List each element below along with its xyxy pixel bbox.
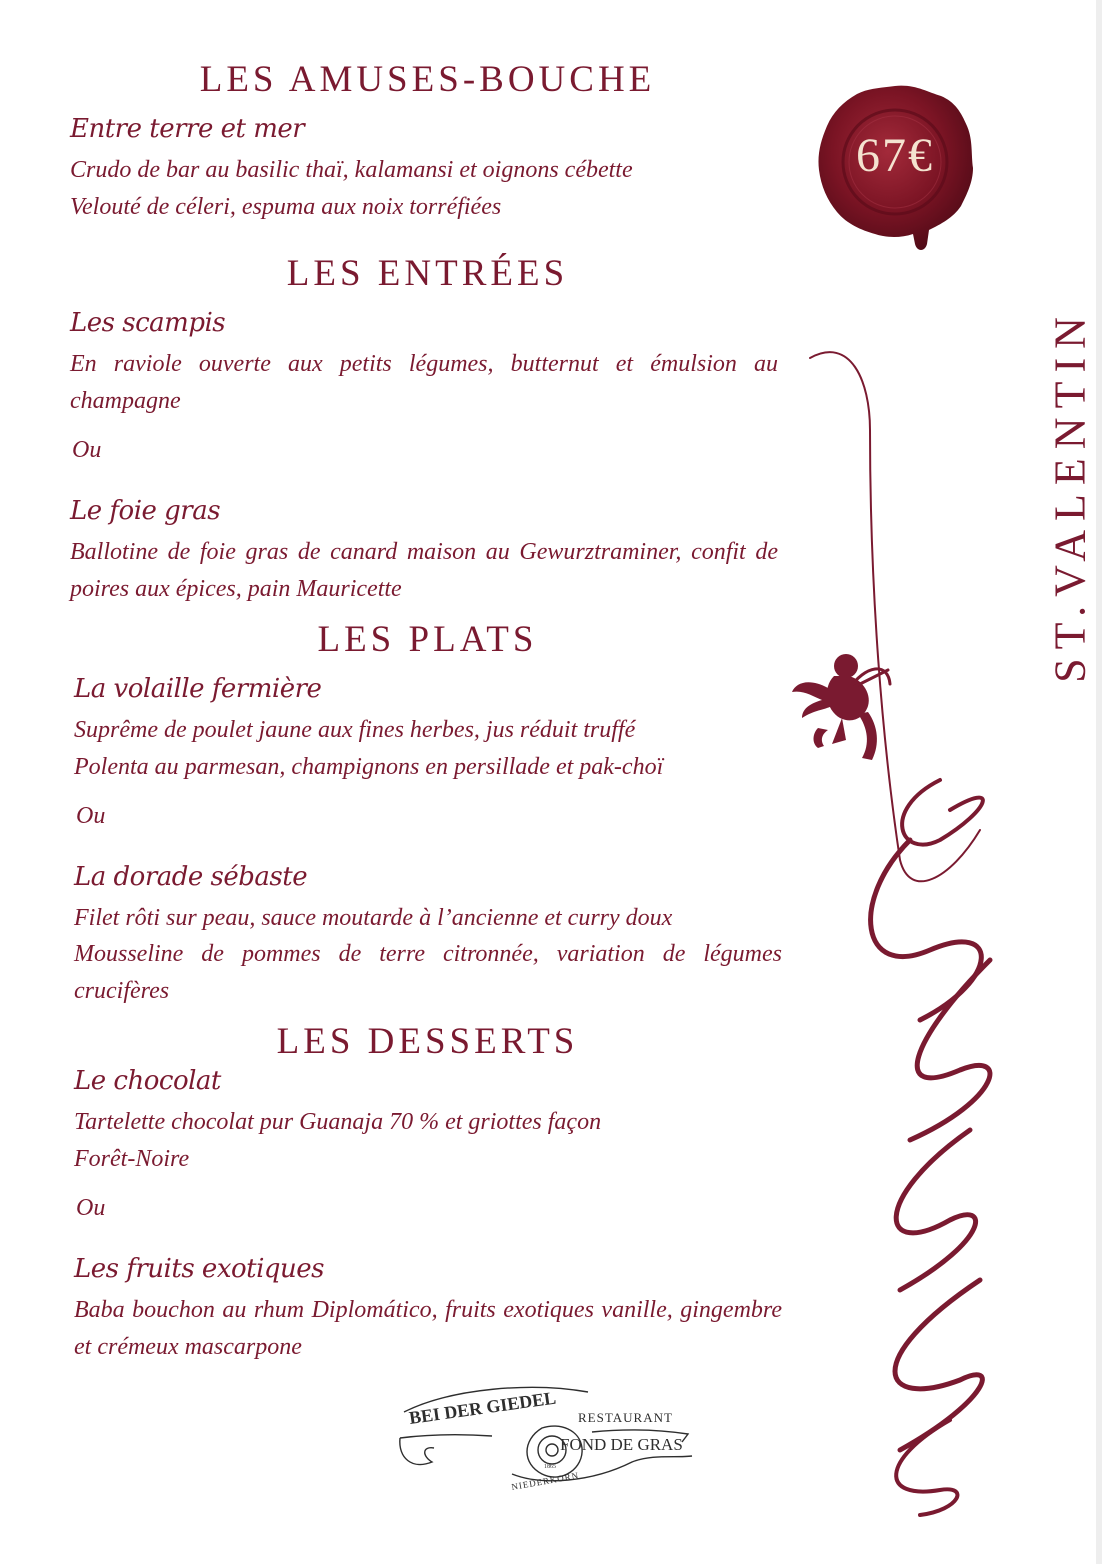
dish-desc-line: Tartelette chocolat pur Guanaja 70 % et griottes façon (74, 1109, 602, 1135)
dish-name-le-foie-gras: Le foie gras (70, 496, 221, 526)
side-title-st-valentin: ST.VALENTIN (1045, 308, 1095, 683)
dish-desc: Baba bouchon au rhum Diplomático, fruits exotiques vanille, gingembre et crémeux mascarpone (74, 1297, 782, 1360)
restaurant-logo (392, 1378, 702, 1498)
dish-desc-line: Crudo de bar au basilic thaï, kalamansi et oignons cébette (70, 157, 633, 183)
or-label: Ou (72, 437, 102, 463)
dish-desc: En raviole ouverte aux petits légumes, butternut et émulsion au champagne (70, 351, 778, 414)
dish-name-la-dorade-sebaste: La dorade sébaste (74, 862, 308, 892)
dish-name-les-fruits-exotiques: Les fruits exotiques (74, 1254, 325, 1284)
dish-name-la-volaille-fermiere: La volaille fermière (74, 674, 322, 704)
page-edge (1096, 0, 1102, 1564)
menu-script-decoration (790, 340, 1050, 1520)
dish-desc-line: Suprême de poulet jaune aux fines herbes, jus réduit truffé (74, 717, 636, 743)
price-label: 67€ (856, 129, 934, 182)
section-title-entrees: LES ENTRÉES (286, 253, 569, 294)
dish-desc-line: Forêt-Noire (74, 1146, 190, 1172)
dish-desc-line: Velouté de céleri, espuma aux noix torréfiées (70, 194, 502, 220)
dish-desc-line: Filet rôti sur peau, sauce moutarde à l’ancienne et curry doux (74, 905, 673, 931)
logo-place: FOND DE GRAS (560, 1435, 683, 1454)
dish-desc-line: Mousseline de pommes de terre citronnée, variation de légumes crucifères (74, 941, 782, 1004)
logo-year: 1865 (544, 1464, 556, 1470)
section-title-plats: LES PLATS (317, 619, 538, 660)
dish-desc: Ballotine de foie gras de canard maison au Gewurztraminer, confit de poires aux épices, pain Mauricette (70, 539, 778, 602)
logo-town: NIEDERKORN (510, 1470, 580, 1492)
logo-name: BEI DER GIEDEL (407, 1387, 558, 1428)
dish-name-le-chocolat: Le chocolat (74, 1066, 221, 1096)
logo-type: RESTAURANT (578, 1410, 673, 1425)
or-label: Ou (76, 803, 106, 829)
dish-name-entre-terre-et-mer: Entre terre et mer (70, 114, 305, 144)
section-title-amuses-bouche: LES AMUSES-BOUCHE (199, 59, 656, 100)
cupid-icon (788, 648, 898, 766)
section-title-desserts: LES DESSERTS (276, 1021, 579, 1062)
dish-name-les-scampis: Les scampis (70, 308, 226, 338)
or-label: Ou (76, 1195, 106, 1221)
dish-desc-line: Polenta au parmesan, champignons en persillade et pak-choï (74, 754, 664, 780)
